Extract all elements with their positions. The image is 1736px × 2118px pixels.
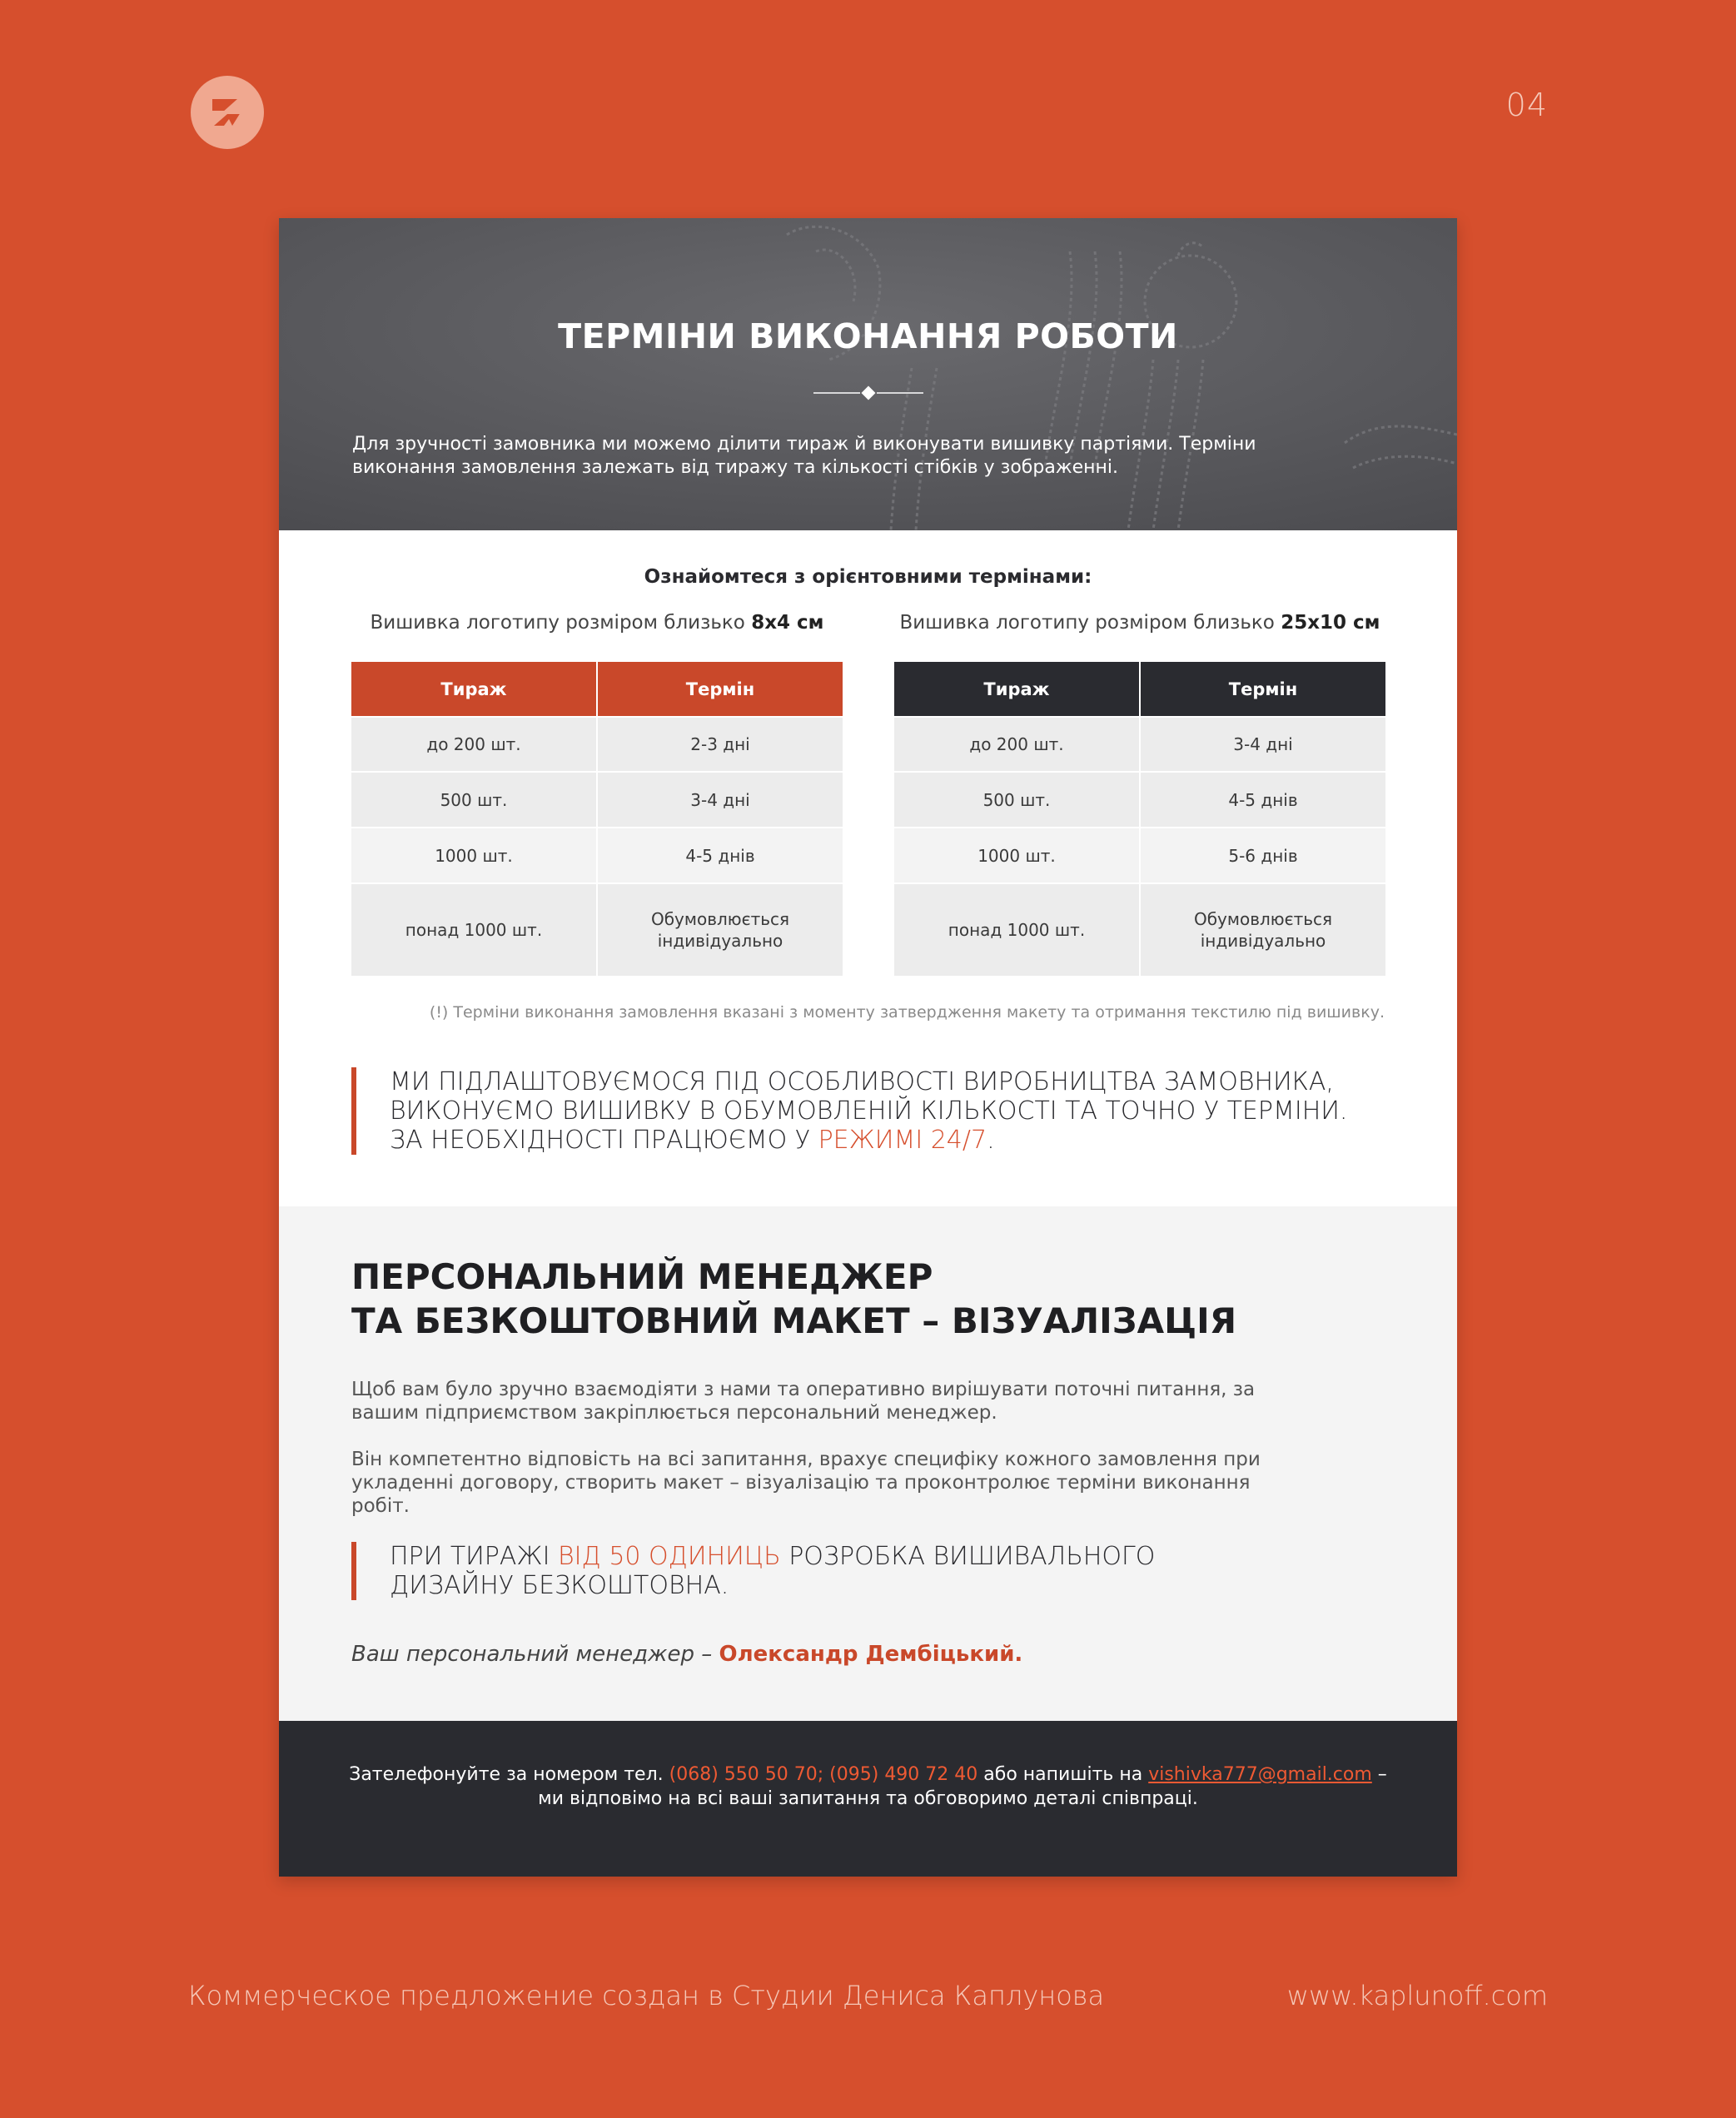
email-link[interactable]: vishivka777@gmail.com bbox=[1148, 1764, 1372, 1785]
table-cell: до 200 шт. bbox=[894, 717, 1140, 772]
right-caption-size: 25х10 см bbox=[1281, 612, 1380, 634]
table-cell: Обумовлюється індивідуально bbox=[597, 883, 843, 976]
table-row bbox=[351, 883, 843, 976]
table-row bbox=[351, 772, 843, 828]
table-row bbox=[894, 772, 1385, 828]
callout-highlight: РЕЖИМІ 24/7 bbox=[818, 1126, 987, 1155]
terms-table-small-logo bbox=[351, 662, 843, 976]
title-divider-icon bbox=[813, 385, 923, 401]
column-header-term: Термін bbox=[597, 662, 843, 717]
studio-credit: Коммерческое предложение создан в Студии Дениса Каплунова bbox=[188, 1980, 1105, 2011]
table-cell: 2-3 дні bbox=[597, 717, 843, 772]
contact-text: або напишіть на bbox=[977, 1764, 1149, 1785]
embroidery-background-pattern bbox=[279, 218, 1457, 530]
right-table-caption bbox=[894, 612, 1385, 634]
left-caption-size: 8х4 см bbox=[751, 612, 824, 634]
website-link[interactable]: www.kaplunoff.com bbox=[1286, 1980, 1548, 2011]
table-cell: 5-6 днів bbox=[1140, 828, 1385, 883]
table-cell: 3-4 дні bbox=[597, 772, 843, 828]
table-cell: 1000 шт. bbox=[351, 828, 597, 883]
table-row bbox=[351, 828, 843, 883]
contact-footer bbox=[279, 1721, 1457, 1877]
table-cell: 500 шт. bbox=[894, 772, 1140, 828]
brand-logo bbox=[191, 76, 264, 149]
table-row bbox=[894, 883, 1385, 976]
table-cell: до 200 шт. bbox=[351, 717, 597, 772]
contact-text: – bbox=[1371, 1764, 1387, 1785]
table-cell: понад 1000 шт. bbox=[894, 883, 1140, 976]
contact-line bbox=[279, 1763, 1457, 1787]
table-cell: 1000 шт. bbox=[894, 828, 1140, 883]
callout-line: ВИКОНУЄМО ВИШИВКУ В ОБУМОВЛЕНІЙ КІЛЬКОСТІ ТА ТОЧНО У ТЕРМІНИ. bbox=[390, 1096, 1348, 1126]
table-cell: 3-4 дні bbox=[1140, 717, 1385, 772]
left-table-caption bbox=[351, 612, 843, 634]
phone-numbers[interactable]: (068) 550 50 70; (095) 490 72 40 bbox=[669, 1764, 978, 1785]
callout-text: . bbox=[987, 1126, 995, 1155]
table-cell: 4-5 днів bbox=[597, 828, 843, 883]
terms-heading: Ознайомтеся з орієнтовними термінами: bbox=[644, 566, 1092, 588]
hero-description: Для зручності замовника ми можемо ділити тираж й виконувати вишивку партіями. Терміни виконання замовлення залежать від тиражу та кількості стібків у зображенні. bbox=[352, 434, 1256, 478]
free-design-callout bbox=[351, 1542, 1155, 1600]
personal-manager bbox=[351, 1642, 1022, 1667]
contact-text: Зателефонуйте за номером тел. bbox=[349, 1764, 669, 1785]
table-cell: Обумовлюється індивідуально bbox=[1140, 883, 1385, 976]
callout-text: РОЗРОБКА ВИШИВАЛЬНОГО bbox=[780, 1542, 1156, 1571]
callout-text: ЗА НЕОБХІДНОСТІ ПРАЦЮЄМО У bbox=[390, 1126, 818, 1155]
callout-line bbox=[390, 1126, 1347, 1155]
table-row bbox=[894, 828, 1385, 883]
table-cell: 4-5 днів bbox=[1140, 772, 1385, 828]
section-title-line: ТА БЕЗКОШТОВНИЙ МАКЕТ – ВІЗУАЛІЗАЦІЯ bbox=[351, 1300, 1237, 1341]
brand-logo-icon bbox=[204, 89, 251, 136]
column-header-quantity: Тираж bbox=[894, 662, 1140, 717]
manager-section-title bbox=[351, 1255, 1236, 1343]
manager-label: Ваш персональний менеджер – bbox=[351, 1642, 719, 1667]
document-sheet bbox=[279, 218, 1457, 1877]
table-cell: понад 1000 шт. bbox=[351, 883, 597, 976]
terms-table-large-logo bbox=[894, 662, 1385, 976]
callout-line: МИ ПІДЛАШТОВУЄМОСЯ ПІД ОСОБЛИВОСТІ ВИРОБНИЦТВА ЗАМОВНИКА, bbox=[390, 1067, 1334, 1096]
callout-highlight: ВІД 50 ОДИНИЦЬ bbox=[558, 1542, 781, 1571]
right-caption-text: Вишивка логотипу розміром близько bbox=[899, 612, 1281, 634]
column-header-quantity: Тираж bbox=[351, 662, 597, 717]
hero-banner bbox=[279, 218, 1457, 530]
hero-title: ТЕРМІНИ ВИКОНАННЯ РОБОТИ bbox=[558, 316, 1178, 356]
column-header-term: Термін bbox=[1140, 662, 1385, 717]
callout-line: ДИЗАЙНУ БЕЗКОШТОВНА. bbox=[390, 1571, 729, 1600]
section-title-line: ПЕРСОНАЛЬНИЙ МЕНЕДЖЕР bbox=[351, 1256, 933, 1297]
contact-line: ми відповімо на всі ваші запитання та обговоримо деталі співпраці. bbox=[538, 1788, 1198, 1809]
callout-line bbox=[390, 1542, 1155, 1571]
callout-text: ПРИ ТИРАЖІ bbox=[390, 1542, 558, 1571]
manager-paragraph-1: Щоб вам було зручно взаємодіяти з нами та оперативно вирішувати поточні питання, за вашим підприємством закріплюється персональний менеджер. bbox=[351, 1379, 1256, 1424]
table-row bbox=[894, 717, 1385, 772]
manager-paragraph-2: Він компетентно відповість на всі запитання, врахує специфіку кожного замовлення при укладенні договору, створить макет – візуалізацію та проконтролює терміни виконання робіт. bbox=[351, 1449, 1261, 1517]
table-cell: 500 шт. bbox=[351, 772, 597, 828]
page-number: 04 bbox=[1505, 87, 1548, 123]
manager-name: Олександр Дембіцький. bbox=[719, 1642, 1023, 1667]
table-row bbox=[351, 717, 843, 772]
flexibility-callout bbox=[351, 1067, 1347, 1155]
terms-footnote: (!) Терміни виконання замовлення вказані з моменту затвердження макету та отримання текстилю під вишивку. bbox=[429, 1003, 1385, 1022]
left-caption-text: Вишивка логотипу розміром близько bbox=[370, 612, 752, 634]
